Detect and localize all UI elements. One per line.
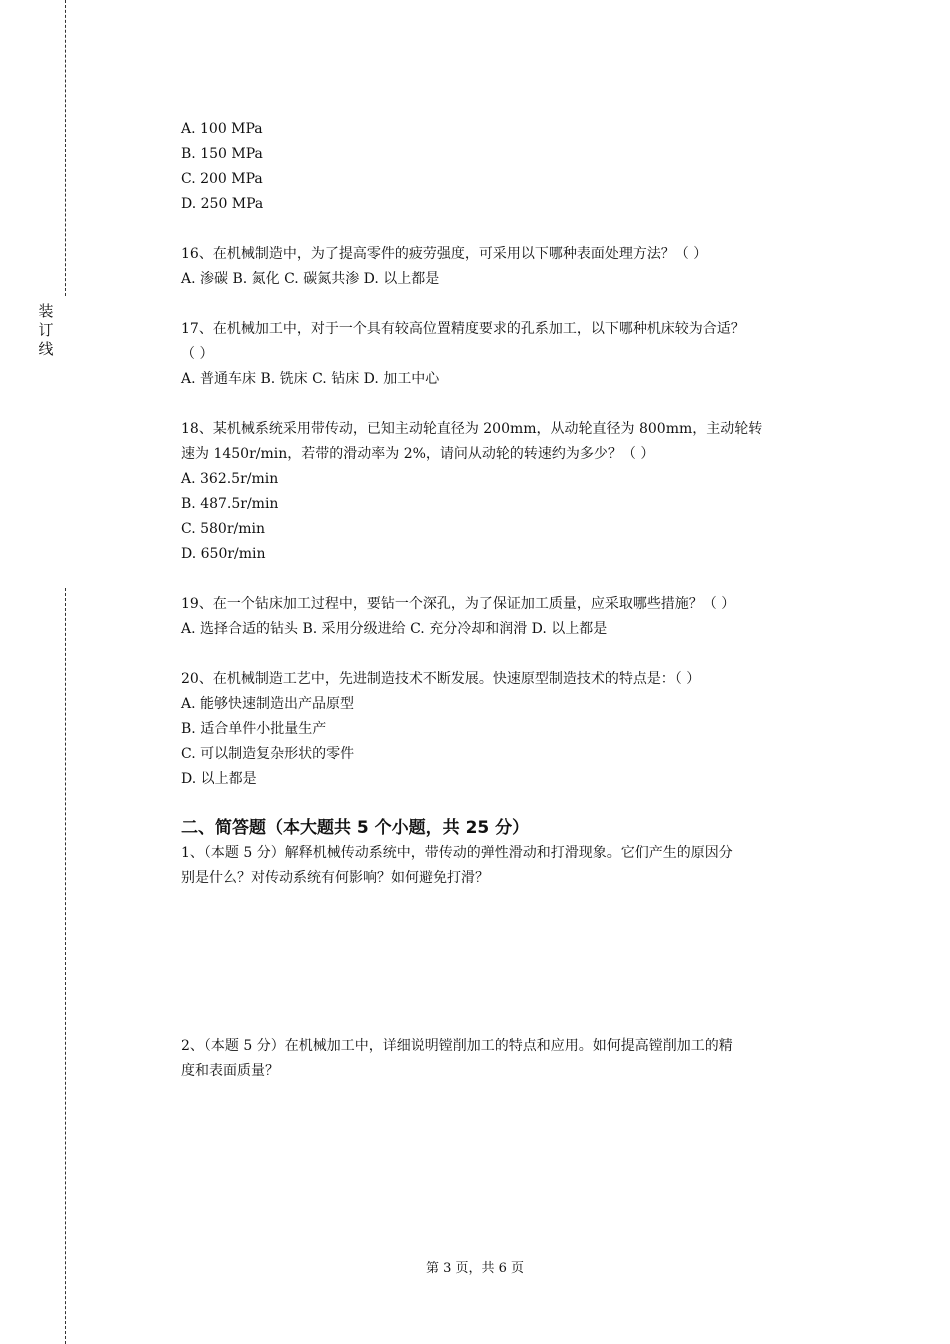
question-text: 17、在机械加工中，对于一个具有较高位置精度要求的孔系加工，以下哪种机床较为合适？ — [181, 321, 745, 337]
question-17 — [181, 317, 849, 392]
question-text: （ ） — [181, 346, 214, 362]
option: C. 200 MPa — [181, 171, 263, 187]
option: D. 250 MPa — [181, 196, 264, 212]
question-18 — [181, 417, 849, 567]
short-answer-question-1 — [181, 841, 849, 891]
short-answer-question-2 — [181, 1034, 849, 1084]
option: C. 可以制造复杂形状的零件 — [181, 746, 355, 762]
page-number: 第 3 页，共 6 页 — [425, 1261, 525, 1276]
question-text: 速为 1450r/min，若带的滑动率为 2%，请问从动轮的转速约为多少？（ ） — [181, 446, 655, 462]
question-options: A. 普通车床 B. 铣床 C. 钻床 D. 加工中心 — [181, 371, 440, 387]
question-text: 度和表面质量？ — [181, 1063, 279, 1079]
option: A. 能够快速制造出产品原型 — [181, 696, 355, 712]
exam-content — [181, 117, 849, 1084]
section-title: 二、简答题（本大题共 5 个小题，共 25 分） — [181, 818, 530, 838]
option: B. 适合单件小批量生产 — [181, 721, 327, 737]
question-text: 16、在机械制造中，为了提高零件的疲劳强度，可采用以下哪种表面处理方法？（ ） — [181, 246, 708, 262]
option: A. 100 MPa — [181, 121, 263, 137]
question-15-options — [181, 117, 849, 217]
binding-char: 订 — [38, 321, 54, 339]
binding-label — [37, 302, 55, 359]
answer-space — [181, 891, 849, 1034]
question-options: A. 选择合适的钻头 B. 采用分级进给 C. 充分冷却和润滑 D. 以上都是 — [181, 621, 608, 637]
question-text: 18、某机械系统采用带传动，已知主动轮直径为 200mm，从动轮直径为 800mm，主动轮转 — [181, 421, 763, 437]
question-16 — [181, 242, 849, 292]
question-19 — [181, 592, 849, 642]
question-text: 2、（本题 5 分）在机械加工中，详细说明镗削加工的特点和应用。如何提高镗削加工的精 — [181, 1038, 733, 1054]
question-text: 别是什么？对传动系统有何影响？如何避免打滑？ — [181, 870, 489, 886]
option: B. 150 MPa — [181, 146, 263, 162]
binding-line-bottom — [65, 588, 66, 1344]
option: B. 487.5r/min — [181, 496, 279, 512]
question-text: 19、在一个钻床加工过程中，要钻一个深孔，为了保证加工质量，应采取哪些措施？（ ） — [181, 596, 736, 612]
option: D. 以上都是 — [181, 771, 257, 787]
question-text: 20、在机械制造工艺中，先进制造技术不断发展。快速原型制造技术的特点是：（ ） — [181, 671, 701, 687]
question-text: 1、（本题 5 分）解释机械传动系统中，带传动的弹性滑动和打滑现象。它们产生的原因分 — [181, 845, 733, 861]
binding-line-top — [65, 0, 66, 296]
binding-char: 线 — [38, 340, 54, 358]
question-options: A. 渗碳 B. 氮化 C. 碳氮共渗 D. 以上都是 — [181, 271, 440, 287]
option: C. 580r/min — [181, 521, 266, 537]
option: D. 650r/min — [181, 546, 266, 562]
binding-char: 装 — [38, 302, 54, 320]
option: A. 362.5r/min — [181, 471, 279, 487]
question-20 — [181, 667, 849, 792]
